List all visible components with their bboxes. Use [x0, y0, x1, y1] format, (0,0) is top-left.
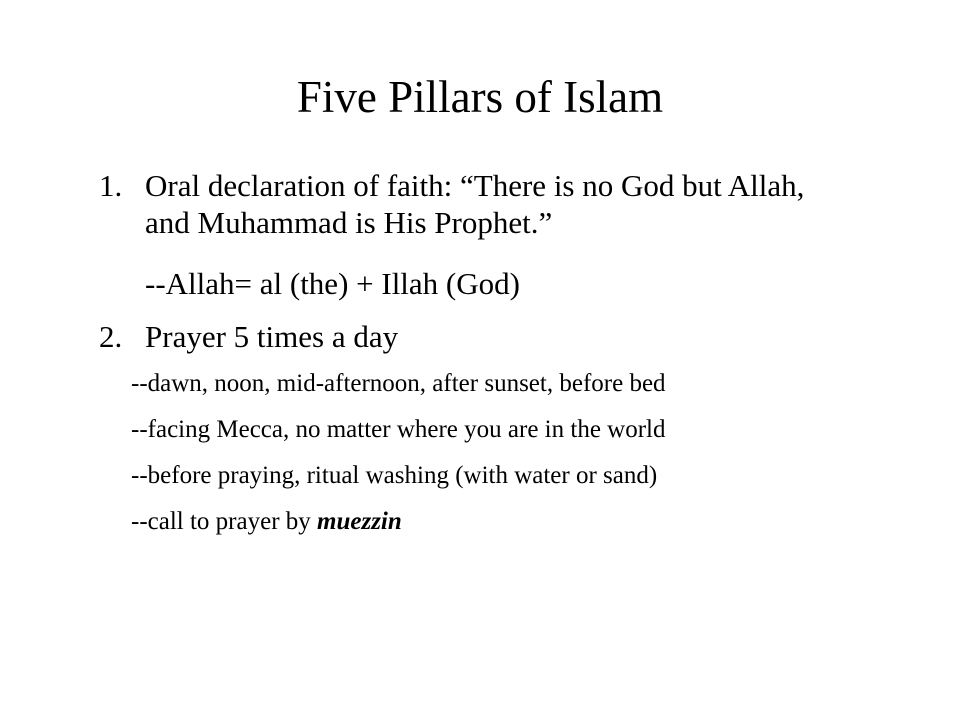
- pillar-text-2: Prayer 5 times a day: [145, 319, 399, 354]
- call-to-prayer-prefix: --call to prayer by: [131, 508, 318, 535]
- ritual-washing-note: --before praying, ritual washing (with water or sand): [131, 462, 658, 489]
- pillar-item-2: [99, 318, 845, 355]
- facing-mecca-note: --facing Mecca, no matter where you are in the world: [131, 416, 666, 443]
- slide-title: Five Pillars of Islam: [296, 72, 664, 122]
- pillar-number-2: 2.: [99, 319, 123, 354]
- pillar-number-1: 1.: [99, 168, 123, 203]
- muezzin-term: muezzin: [317, 508, 402, 535]
- call-to-prayer-note: [131, 507, 402, 537]
- prayer-times-note: --dawn, noon, mid-afternoon, after sunset, before bed: [131, 370, 666, 397]
- pillar-text-1: Oral declaration of faith: “There is no God but Allah, and Muhammad is His Prophet.”: [145, 168, 805, 240]
- allah-etymology-note: --Allah= al (the) + Illah (God): [145, 266, 520, 301]
- pillar-item-1: [99, 167, 845, 241]
